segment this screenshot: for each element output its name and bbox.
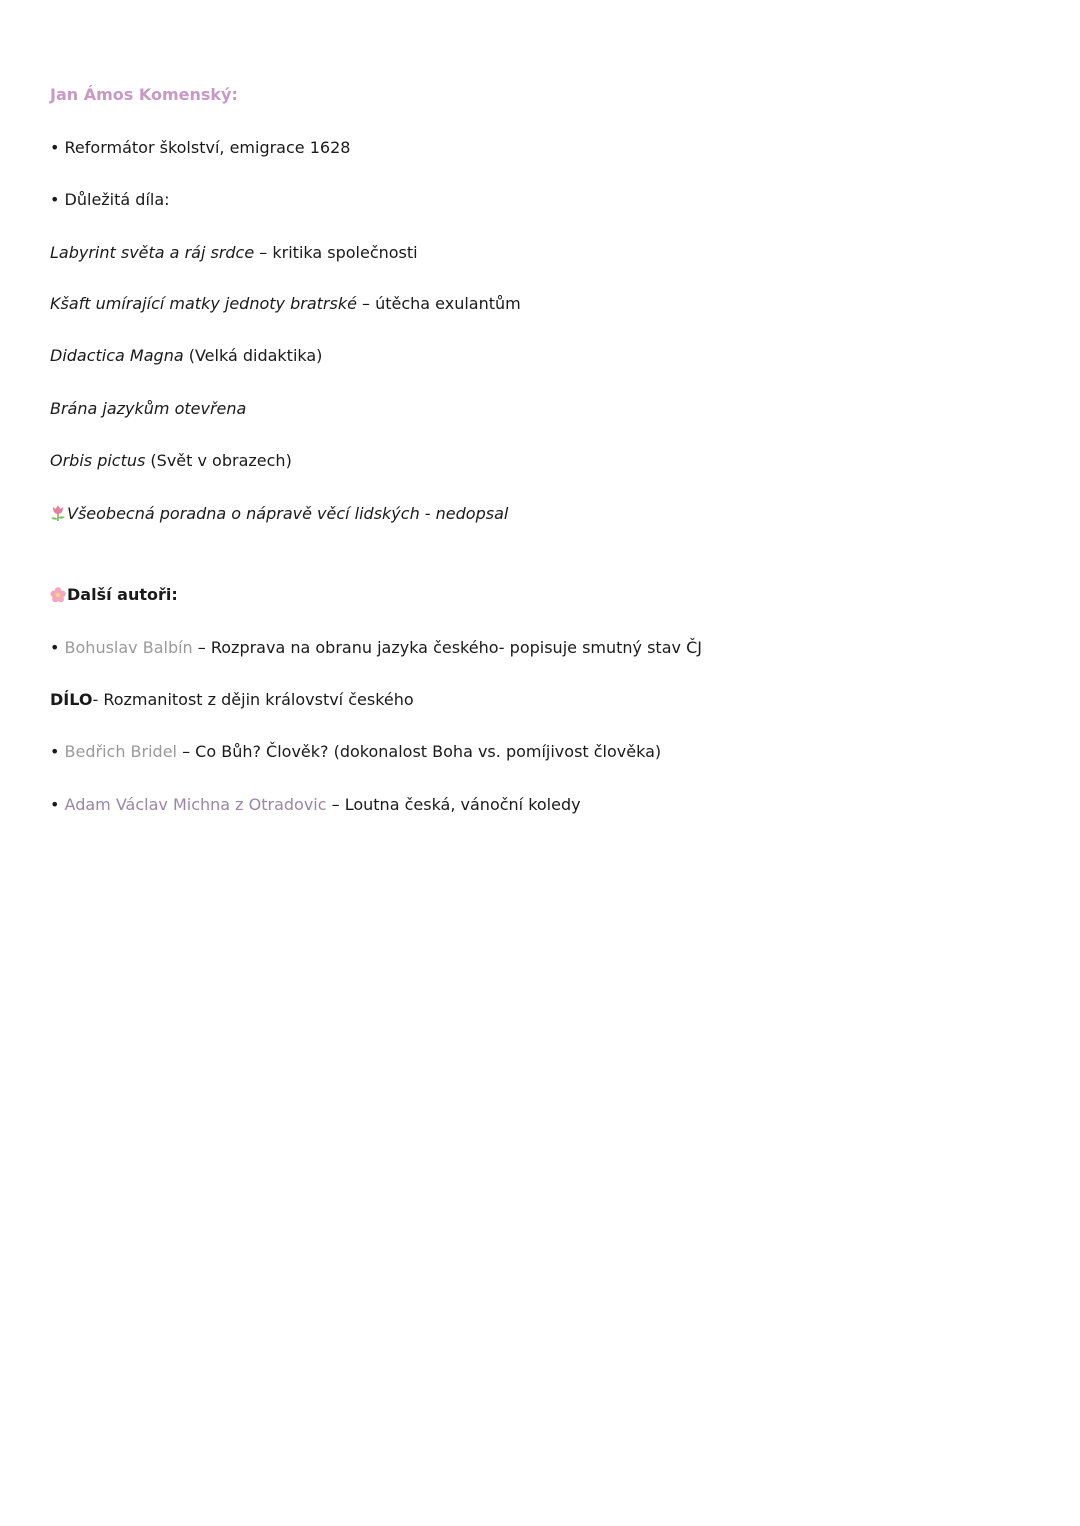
reformer-text: Reformátor školství, emigrace 1628: [64, 138, 351, 157]
bullet: •: [50, 795, 60, 814]
work-title: Orbis pictus: [50, 451, 146, 470]
author-michna: [50, 794, 581, 816]
work-item: [50, 293, 521, 315]
work-title: Kšaft umírající matky jednoty bratrské: [50, 294, 357, 313]
work-note: (Velká didaktika): [183, 346, 323, 365]
work-note: (Svět v obrazech): [145, 451, 292, 470]
bullet: •: [50, 638, 60, 657]
bullet: •: [50, 190, 60, 209]
author-works: – Loutna česká, vánoční koledy: [326, 795, 581, 814]
author-name: Bedřich Bridel: [64, 742, 177, 761]
work-item: [50, 345, 322, 367]
author-name: Adam Václav Michna z Otradovic: [64, 795, 327, 814]
works-label: Důležitá díla:: [64, 190, 170, 209]
tulip-icon: [50, 504, 66, 528]
work-note: – útěcha exulantům: [356, 294, 521, 313]
work-item: [50, 398, 246, 420]
author-works: – Co Bůh? Člověk? (dokonalost Boha vs. pomíjivost člověka): [177, 742, 662, 761]
author-works: – Rozprava na obranu jazyka českého- popisuje smutný stav ČJ: [192, 638, 702, 657]
author-name: Bohuslav Balbín: [64, 638, 193, 657]
work-title: Brána jazykům otevřena: [50, 399, 247, 418]
works-label-line: [50, 189, 170, 211]
work-item: [50, 450, 292, 472]
reformer-line: [50, 137, 350, 159]
dilo-label: DÍLO: [50, 690, 93, 709]
dilo-text: - Rozmanitost z dějin království českého: [92, 690, 414, 709]
author-bridel: [50, 741, 661, 763]
komensky-heading: Jan Ámos Komenský:: [50, 85, 238, 104]
work-note: – kritika společnosti: [254, 243, 418, 262]
author-balbin: [50, 637, 702, 659]
other-authors-title: Další autoři:: [67, 585, 178, 604]
work-title: Didactica Magna: [50, 346, 184, 365]
bullet: •: [50, 742, 60, 761]
dilo-line: [50, 689, 414, 711]
work-title: Labyrint světa a ráj srdce: [50, 243, 255, 262]
work-item: [50, 242, 418, 264]
unfinished-text: Všeobecná poradna o nápravě věcí lidských - nedopsal: [67, 504, 509, 523]
unfinished-work: [50, 503, 508, 528]
flower-icon: [50, 587, 66, 609]
other-authors-heading: [50, 584, 178, 609]
bullet: •: [50, 138, 60, 157]
